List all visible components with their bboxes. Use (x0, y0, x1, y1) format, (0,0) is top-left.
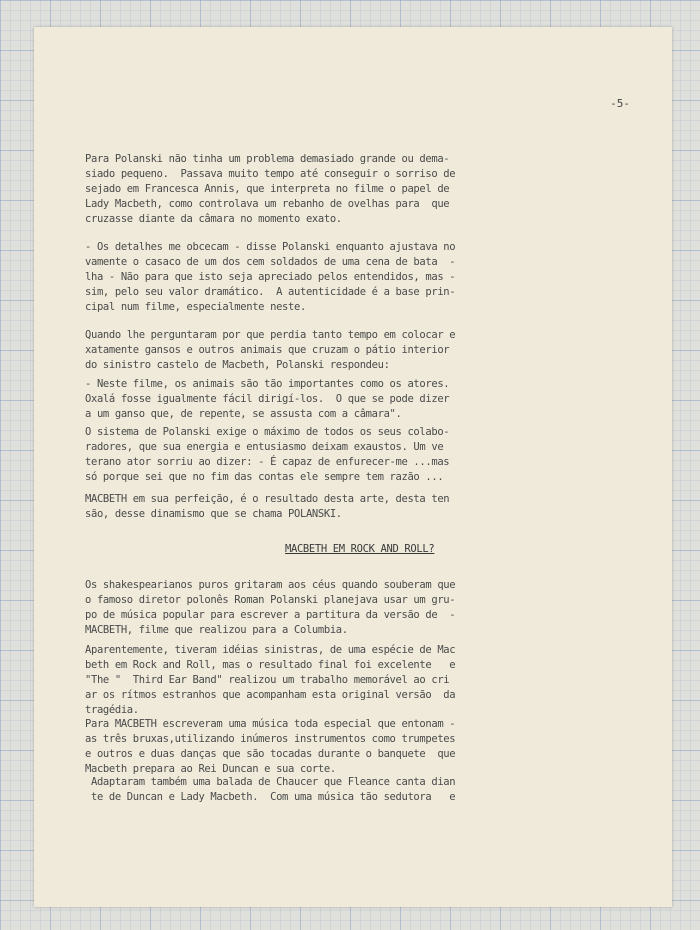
page-number: -5- (610, 97, 630, 110)
paragraph-2: - Os detalhes me obcecam - disse Polanski enquanto ajustava no vamente o casaco de um dos cem soldados de uma cena de bata - lha - Não para que isto seja apreciado pelos entendidos, mas - sim, pelo seu valor dramático. A autenticidade é a base prin- cipal num filme, especialmente neste. (85, 241, 456, 313)
section-heading: MACBETH EM ROCK AND ROLL? (285, 543, 435, 555)
paragraph-7: Os shakespearianos puros gritaram aos céus quando souberam que o famoso diretor polonês Roman Polanski planejava usar um gru- po de música popular para escrever a partitura da versão de - MACBETH, filme que realizou para a Columbia. (85, 579, 456, 636)
paragraph-9: Para MACBETH escreveram uma música toda especial que entonam - as três bruxas,utilizando inúmeros instrumentos como trumpetes e outros e duas danças que são tocadas durante o banquete que Macbeth prepara ao Rei Duncan e sua corte. (85, 718, 456, 775)
paragraph-1: Para Polanski não tinha um problema demasiado grande ou dema- siado pequeno. Passava muito tempo até conseguir o sorriso de sejado em Francesca Annis, que interpreta no filme o papel de Lady Macbeth, como controlava um rebanho de ovelhas para que cruzasse diante da câmara no momento exato. (85, 153, 456, 225)
paragraph-4: - Neste filme, os animais são tão importantes como os atores. Oxalá fosse igualmente fácil dirigí-los. O que se pode dizer a um ganso que, de repente, se assusta com a câmara". (85, 378, 450, 420)
paragraph-5: O sistema de Polanski exige o máximo de todos os seus colabo- radores, que sua energia e entusiasmo deixam exaustos. Um ve terano ator sorriu ao dizer: - É capaz de enfurecer-me ...mas só porque sei que no fim das contas ele sempre tem razão ... (85, 426, 450, 483)
paragraph-6: MACBETH em sua perfeição, é o resultado desta arte, desta ten são, desse dinamismo que se chama POLANSKI. (85, 493, 450, 520)
paragraph-8: Aparentemente, tiveram idéias sinistras, de uma espécie de Mac beth em Rock and Roll, mas o resultado final foi excelente e "The " Third Ear Band" realizou um trabalho memorável ao cri ar os rítmos estranhos que acompanham esta original versão da tragédia. (85, 644, 456, 716)
paragraph-10: Adaptaram também uma balada de Chaucer que Fleance canta dian te de Duncan e Lady Macbeth. Com uma música tão sedutora e (90, 776, 456, 803)
paragraph-3: Quando lhe perguntaram por que perdia tanto tempo em colocar e xatamente gansos e outros animais que cruzam o pátio interior do sinistro castelo de Macbeth, Polanski respondeu: (85, 329, 456, 371)
